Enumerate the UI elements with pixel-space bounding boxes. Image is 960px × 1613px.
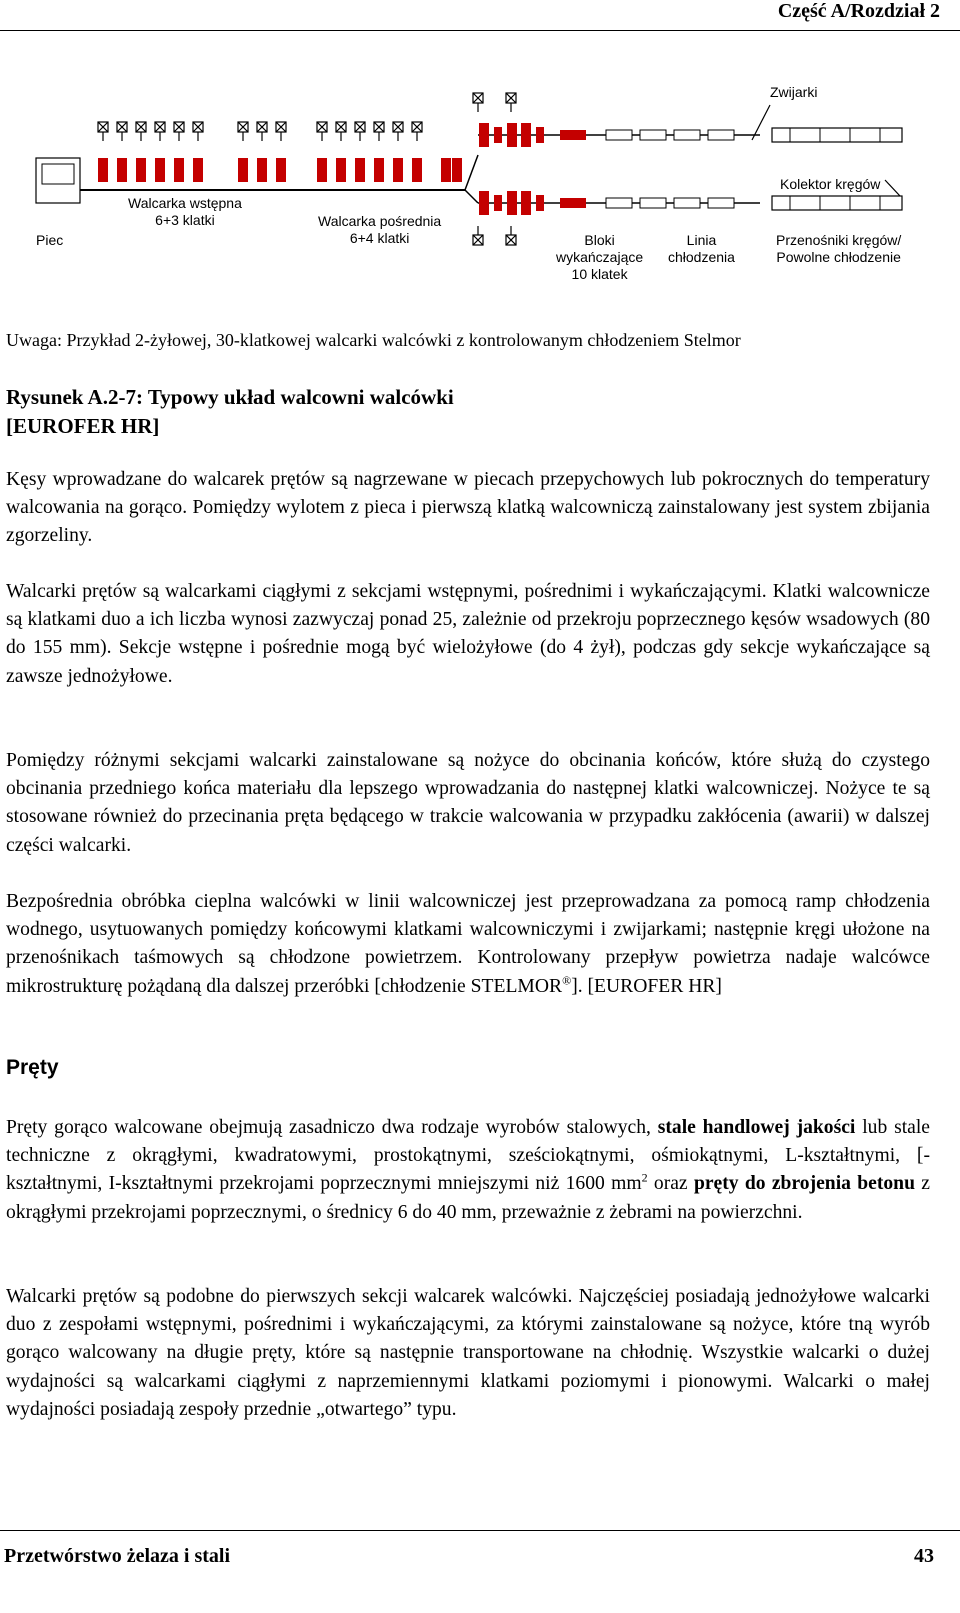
figure-title: Rysunek A.2-7: Typowy układ walcowni walcówki — [6, 385, 454, 409]
finishing-blocks-upper — [473, 93, 734, 147]
paragraph-5-text-d: z okrągłymi przekrojami poprzecznymi, o średnicy 6 do 40 mm, przeważnie z żebrami na powierzchni. — [6, 1173, 930, 1223]
superscript-2: 2 — [641, 1170, 648, 1185]
page-number: 43 — [914, 1545, 934, 1567]
paragraph-3: Pomiędzy różnymi sekcjami walcarki zainstalowane są nożyce do obcinania końców, które służą do czystego obcinania przedniego końca materiału dla lepszego wprowadzania do następnej klatki walcowniczej. Nożyce te są stosowane również do przecinania pręta będącego w trakcie walcowania w przypadku zakłócenia (awarii) w dalszej części walcarki. — [6, 750, 930, 856]
chapter-header: Część A/Rozdział 2 — [777, 0, 940, 22]
paragraph-5-bold-2: pręty do zbrojenia betonu — [693, 1173, 915, 1195]
paragraph-1: Kęsy wprowadzane do walcarek prętów są nagrzewane w piecach przepychowych lub pokrocznych do temperatury walcowania na gorąco. Pomiędzy wylotem z pieca i pierwszą klatką walcowniczą zainstalowany jest system zbijania zgorzeliny. — [6, 469, 930, 547]
label-coil-conveyors-1: Przenośniki kręgów/ — [776, 232, 902, 248]
label-cooling-line — [668, 232, 735, 266]
label-cooling-line-2: chłodzenia — [668, 249, 735, 265]
paragraph-5-bold-1: stale handlowej jakości — [657, 1117, 856, 1138]
paragraph-5-text-b: lub stale techniczne z okrągłymi, kwadratowymi, prostokątnymi, sześciokątnymi, ośmiokątnymi, L-kształtnymi, [-kształtnymi, I-kształtnymi przekrojami poprzecznymi mniejszymi niż 1600 mm — [6, 1117, 930, 1195]
footer-rule — [0, 1530, 960, 1531]
coil-conveyor-lower — [772, 196, 902, 210]
mill-layout-diagram — [0, 80, 960, 310]
label-finishing-blocks-2: wykańczające — [556, 249, 644, 265]
label-coil-collector: Kolektor kręgów — [780, 176, 881, 192]
coiler-pointer-line — [752, 105, 770, 140]
paragraph-4-source: ]. [EUROFER HR] — [571, 975, 722, 997]
label-coil-conveyors-2: Powolne chłodzenie — [776, 249, 901, 265]
paragraph-5-text-c: oraz — [647, 1173, 694, 1195]
furnace-icon — [36, 158, 80, 203]
coil-conveyor-upper — [772, 128, 902, 142]
label-coil-conveyors — [776, 232, 901, 266]
label-finishing-blocks — [556, 232, 643, 283]
label-roughing-mill-stands: 6+3 klatki — [155, 212, 215, 228]
label-intermediate-mill-title: Walcarka pośrednia — [318, 213, 442, 229]
registered-mark: ® — [562, 973, 572, 988]
label-finishing-blocks-3: 10 klatek — [571, 266, 628, 282]
figure-source: [EUROFER HR] — [6, 414, 160, 438]
label-cooling-line-1: Linia — [686, 232, 717, 248]
label-finishing-blocks-1: Bloki — [584, 232, 615, 248]
label-coilers: Zwijarki — [770, 84, 818, 100]
paragraph-5 — [6, 1114, 930, 1227]
label-intermediate-mill-stands: 6+4 klatki — [349, 230, 410, 246]
paragraph-4 — [6, 888, 930, 1001]
paragraph-4-text: Bezpośrednia obróbka cieplna walcówki w linii walcowniczej jest przeprowadzana za pomocą ramp chłodzenia wodnego, usytuowanych pomiędzy końcowymi klatkami walcowniczymi i zwijarkami; następnie kręgi ułożone na przenośnikach taśmowych są chłodzone powietrzem. Kontrolowany przepływ powietrza nadaje walcówce mikrostrukturę pożądaną dla dalszej przeróbki [chłodzenie STELMOR — [6, 891, 930, 997]
roughing-mill-stands — [98, 122, 286, 182]
section-title: Pręty — [6, 1056, 59, 1079]
intermediate-mill-stands — [317, 122, 462, 182]
figure-note: Uwaga: Przykład 2-żyłowej, 30-klatkowej walcarki walcówki z kontrolowanym chłodzeniem Stelmor — [6, 330, 741, 350]
figure-caption — [6, 383, 454, 441]
label-intermediate-mill — [318, 213, 441, 247]
header-rule — [0, 30, 960, 31]
footer-title: Przetwórstwo żelaza i stali — [4, 1545, 231, 1567]
label-roughing-mill — [128, 195, 242, 229]
paragraph-6: Walcarki prętów są podobne do pierwszych sekcji walcarek walcówki. Najczęściej posiadają jednożyłowe walcarki duo z zespołami wstępnymi, pośrednimi i wykańczającymi, za którymi zainstalowane są nożyce, które tną wyrób gorąco walcowany na długie pręty, które są następnie transportowane na chłodnię. Wszystkie walcarki o dużej wydajności są walcarkami ciągłymi z naprzemiennymi klatkami poziomymi i pionowymi. Walcarki o małej wydajności posiadają zespoły przednie „otwartego” typu. — [6, 1286, 930, 1420]
label-furnace: Piec — [36, 232, 64, 248]
paragraph-2: Walcarki prętów są walcarkami ciągłymi z sekcjami wstępnymi, pośrednimi i wykańczającymi. Klatki walcownicze są klatkami duo a ich liczba wynosi zazwyczaj ponad 25, zależnie od przekroju poprzecznego kęsów wsadowych (80 do 155 mm). Sekcje wstępne i pośrednie mogą być wielożyłowe (do 4 żył), podczas gdy sekcje wykańczające są zawsze jednożyłowe. — [6, 581, 930, 687]
paragraph-5-text-a: Pręty gorąco walcowane obejmują zasadniczo dwa rodzaje wyrobów stalowych, — [6, 1117, 658, 1138]
label-roughing-mill-title: Walcarka wstępna — [128, 195, 242, 211]
collector-pointer-line — [885, 180, 900, 196]
